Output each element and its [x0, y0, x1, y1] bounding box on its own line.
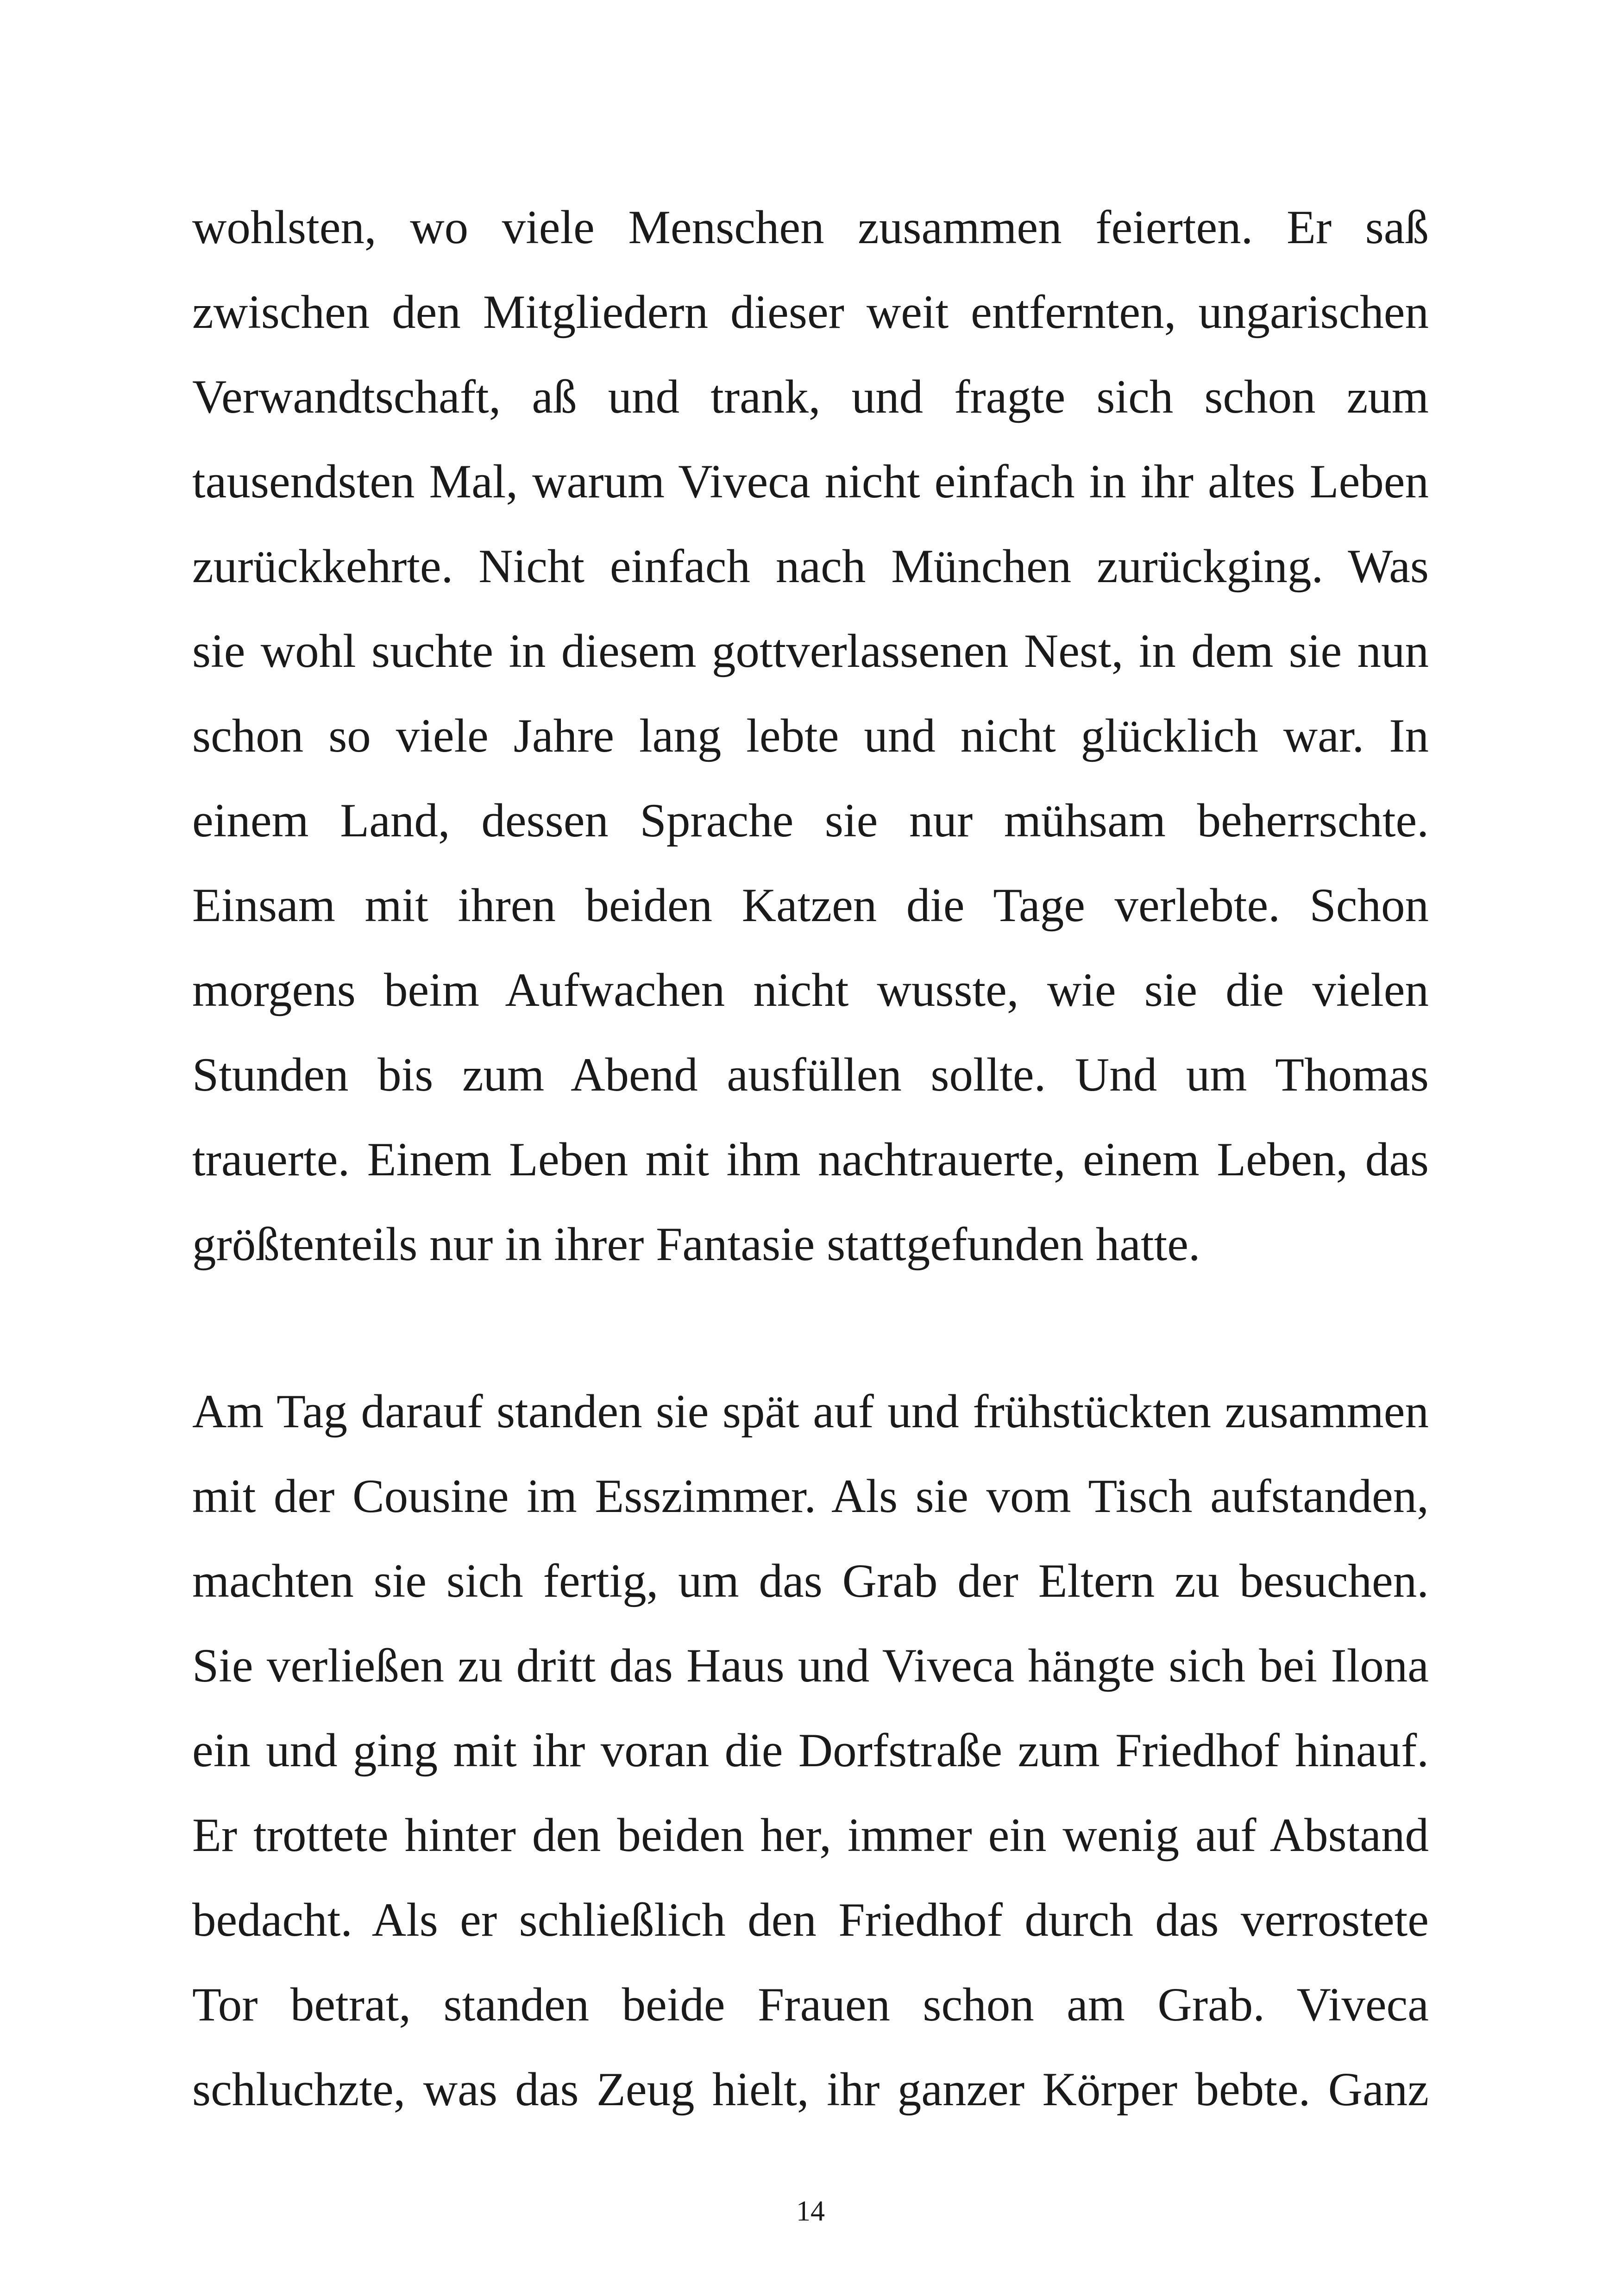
text-line: schluchzte, was das Zeug hielt, ihr ganzer Körper bebte. Ganz — [192, 2063, 1429, 2116]
text-line: tausendsten Mal, warum Viveca nicht einfach in ihr altes Leben — [192, 455, 1429, 508]
text-line: machten sie sich fertig, um das Grab der Eltern zu besuchen. — [192, 1555, 1429, 1607]
text-line: Einsam mit ihren beiden Katzen die Tage verlebte. Schon — [192, 879, 1429, 932]
paragraph-1 — [192, 185, 1429, 1287]
text-line: zwischen den Mitgliedern dieser weit entfernten, ungarischen — [192, 286, 1429, 339]
text-line: wohlsten, wo viele Menschen zusammen feierten. Er saß — [192, 201, 1429, 254]
text-line: bedacht. Als er schließlich den Friedhof durch das verrostete — [192, 1894, 1429, 1946]
text-line: sie wohl suchte in diesem gottverlassenen Nest, in dem sie nun — [192, 625, 1429, 678]
text-line: Sie verließen zu dritt das Haus und Viveca hängte sich bei Ilona — [192, 1639, 1429, 1692]
text-line: Verwandtschaft, aß und trank, und fragte sich schon zum — [192, 370, 1429, 423]
text-line: Er trottete hinter den beiden her, immer ein wenig auf Abstand — [192, 1809, 1429, 1862]
text-line: schon so viele Jahre lang lebte und nicht glücklich war. In — [192, 709, 1429, 762]
text-line: mit der Cousine im Esszimmer. Als sie vom Tisch aufstanden, — [192, 1470, 1429, 1523]
page-number: 14 — [796, 2196, 825, 2227]
text-line: größtenteils nur in ihrer Fantasie stattgefunden hatte. — [192, 1218, 1200, 1271]
text-line: trauerte. Einem Leben mit ihm nachtrauerte, einem Leben, das — [192, 1133, 1429, 1186]
text-line: morgens beim Aufwachen nicht wusste, wie sie die vielen — [192, 964, 1429, 1016]
text-line: ein und ging mit ihr voran die Dorfstraße zum Friedhof hinauf. — [192, 1724, 1429, 1777]
text-line: Stunden bis zum Abend ausfüllen sollte. Und um Thomas — [192, 1048, 1429, 1101]
text-line: Tor betrat, standen beide Frauen schon am Grab. Viveca — [192, 1978, 1429, 2031]
text-line: einem Land, dessen Sprache sie nur mühsam beherrschte. — [192, 794, 1429, 847]
text-line: zurückkehrte. Nicht einfach nach München zurückging. Was — [192, 540, 1429, 593]
paragraph-2 — [192, 1369, 1429, 2132]
text-line: Am Tag darauf standen sie spät auf und frühstückten zusammen — [192, 1385, 1429, 1438]
